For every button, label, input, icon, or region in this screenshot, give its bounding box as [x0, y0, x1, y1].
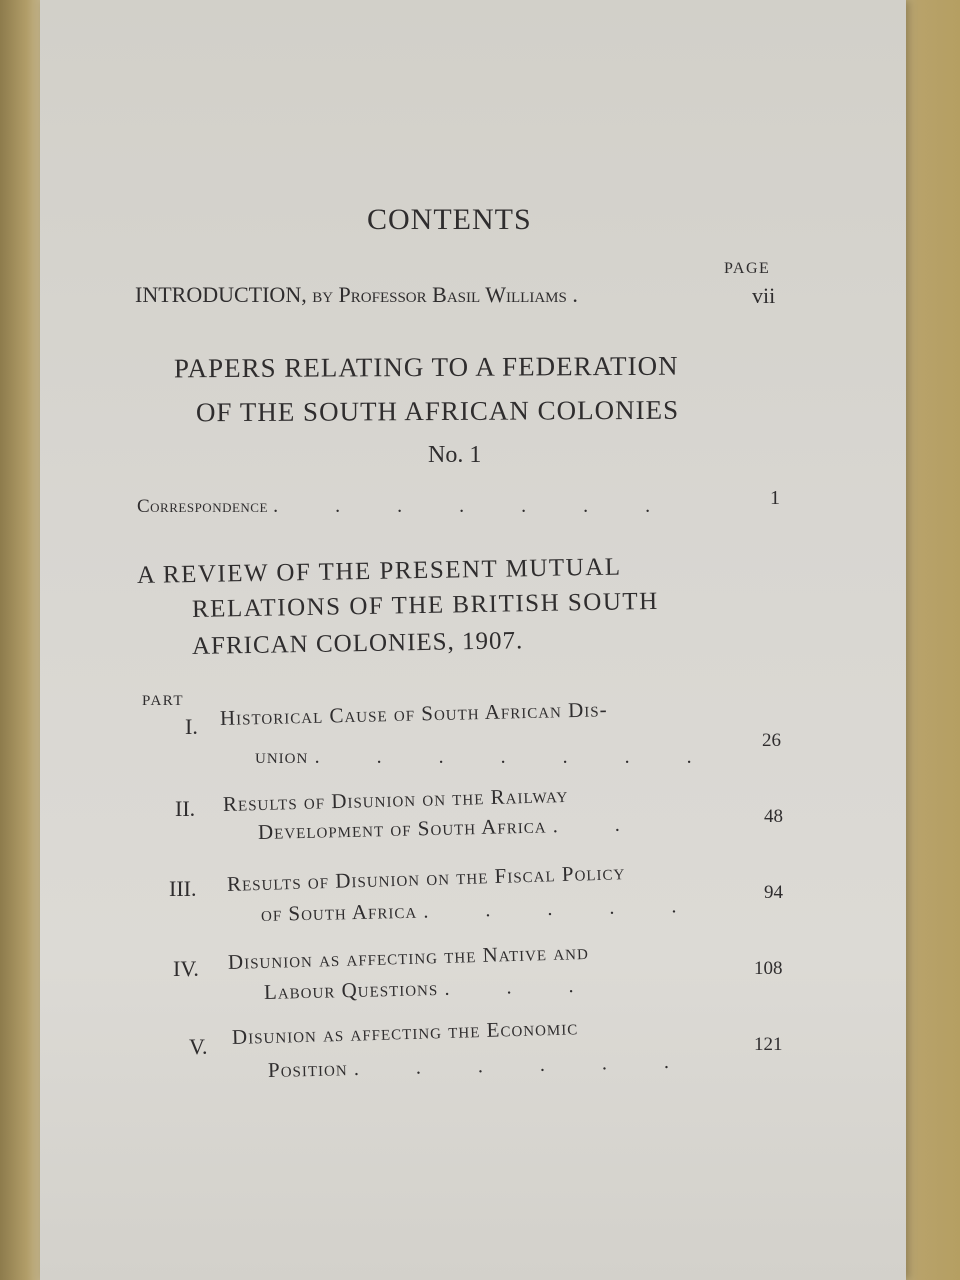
correspondence-label: Correspondence [137, 496, 268, 517]
part-title-line-2 [261, 893, 703, 927]
part-title-line-2 [268, 1048, 695, 1083]
leader-dots: . . . . . . [353, 1050, 696, 1081]
part-title-text: Development of South Africa [257, 813, 547, 844]
part-title-line-2 [264, 972, 600, 1005]
page-column-label: PAGE [724, 260, 771, 277]
part-title-text: Position [267, 1056, 348, 1082]
part-title-line-2 [258, 811, 646, 845]
correspondence-entry [137, 495, 676, 518]
part-title-text: of South Africa [260, 898, 418, 926]
leader-dots: . . . [444, 974, 600, 1000]
part-title-text: union [255, 744, 309, 768]
part-numeral: II. [175, 796, 196, 821]
part-title-line-1: Results of Disunion on the Railway [222, 782, 569, 816]
introduction-label: INTRODUCTION, by Professor Basil Williams [135, 282, 567, 307]
leader-dots: . . [552, 813, 647, 838]
review-title-line-1: A REVIEW OF THE PRESENT MUTUAL [136, 553, 622, 589]
leader-dots: . . . . . [423, 894, 703, 923]
introduction-page: vii [752, 283, 776, 308]
part-title-line-1: Results of Disunion on the Fiscal Policy [226, 860, 626, 896]
part-page: 121 [754, 1034, 783, 1055]
part-title-text: Labour Questions [263, 976, 439, 1004]
part-page: 108 [754, 958, 783, 979]
part-page: 26 [762, 730, 781, 751]
leader-dots: . . . . . . . [273, 495, 677, 517]
leader-dots: . [566, 282, 578, 307]
part-numeral: III. [169, 876, 197, 901]
page-title: CONTENTS [367, 203, 532, 236]
review-title-line-2: RELATIONS OF THE BRITISH SOUTH [191, 587, 659, 623]
introduction-entry [135, 282, 578, 308]
part-title-line-1: Historical Cause of South African Dis- [219, 697, 608, 730]
part-title-line-1: Disunion as affecting the Native and [227, 939, 590, 974]
part-column-label: PART [142, 693, 185, 709]
leader-dots: . . . . . . . [314, 746, 718, 768]
review-title-line-3: AFRICAN COLONIES, 1907. [191, 627, 524, 660]
part-page: 48 [764, 806, 783, 827]
part-title-line-2 [255, 744, 718, 769]
book-page [40, 0, 906, 1280]
part-title-line-1: Disunion as affecting the Economic [231, 1015, 579, 1049]
part-page: 94 [764, 882, 783, 903]
part-numeral: V. [189, 1034, 208, 1059]
part-numeral: I. [185, 714, 198, 739]
section-title-line-1: PAPERS RELATING TO A FEDERATION [173, 350, 679, 384]
section-title-line-2: OF THE SOUTH AFRICAN COLONIES [195, 394, 680, 428]
correspondence-page: 1 [770, 487, 780, 509]
part-numeral: IV. [173, 956, 199, 981]
section-number: No. 1 [428, 442, 482, 468]
